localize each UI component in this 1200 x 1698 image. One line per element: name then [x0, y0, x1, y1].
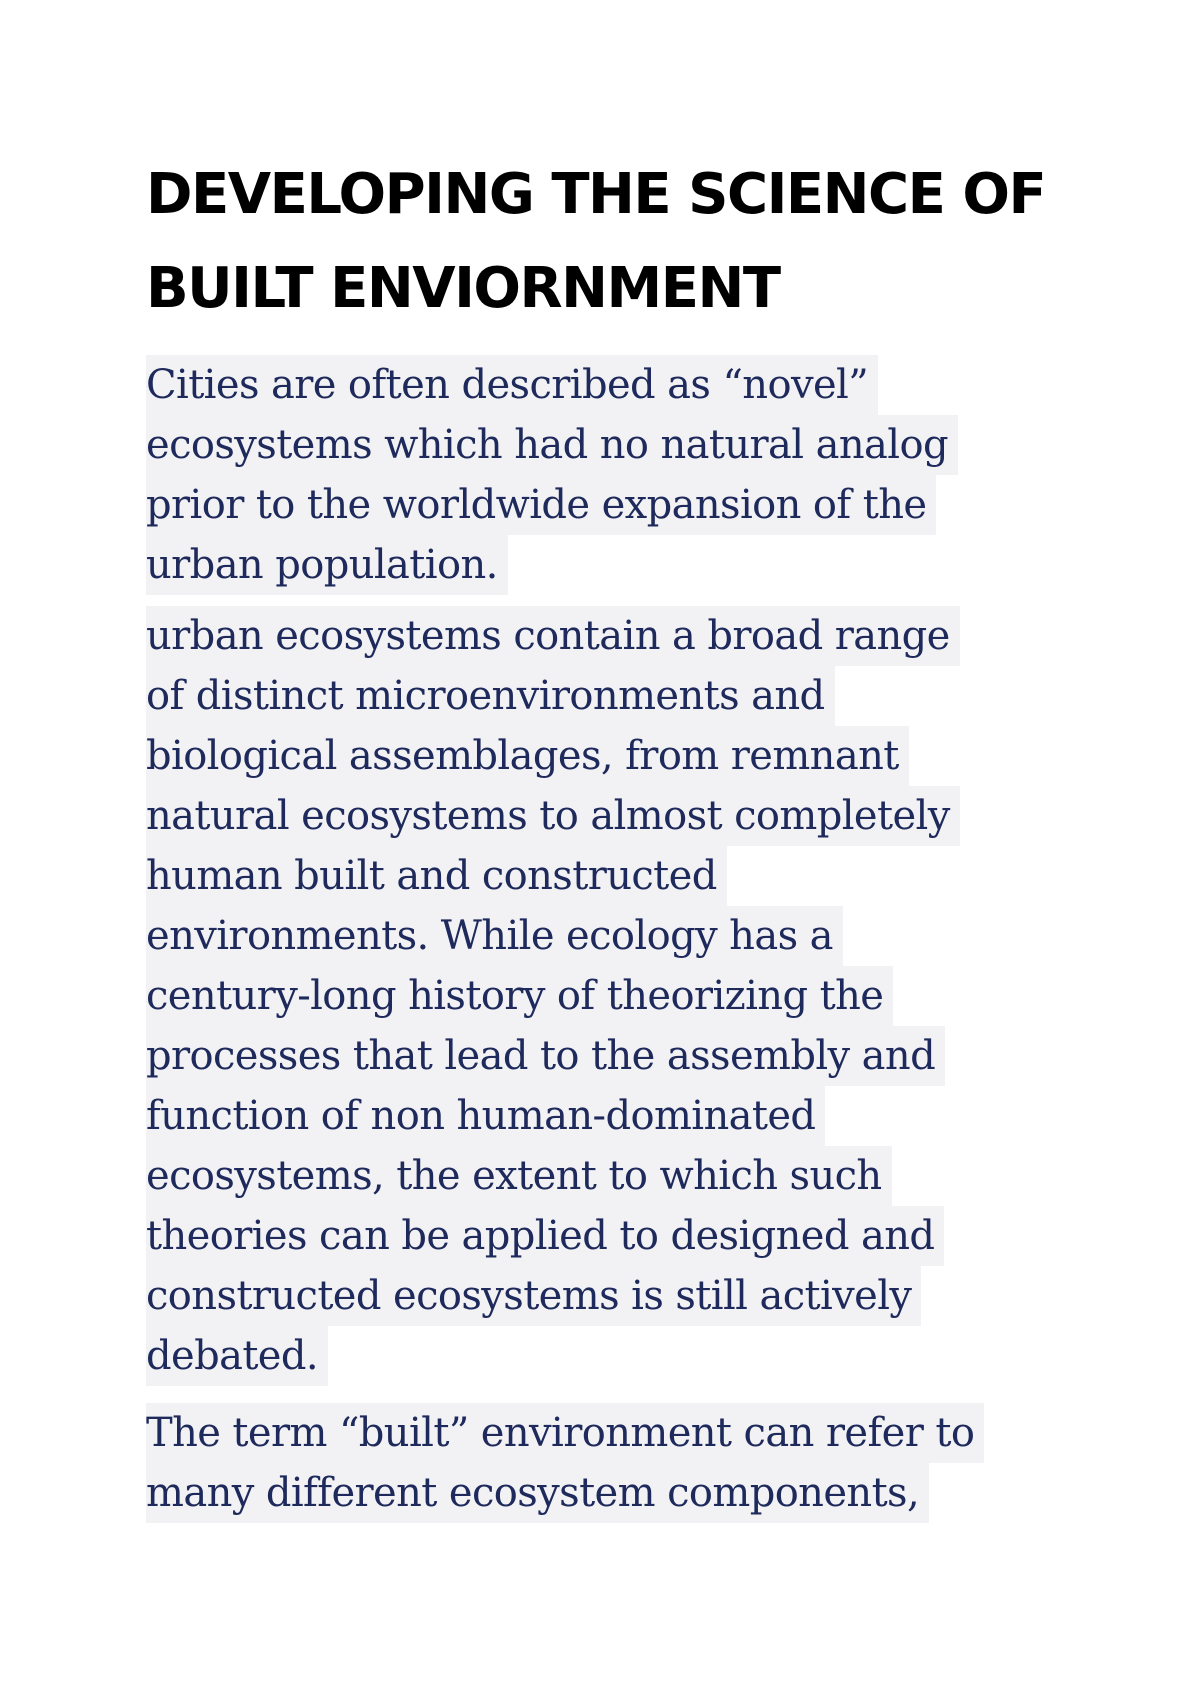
- text-line: environments. While ecology has a: [146, 906, 843, 966]
- text-line: function of non human-dominated: [146, 1086, 825, 1146]
- text-line: urban ecosystems contain a broad range: [146, 606, 960, 666]
- text-line: of distinct microenvironments and: [146, 666, 835, 726]
- text-line: natural ecosystems to almost completely: [146, 786, 960, 846]
- text-line: theories can be applied to designed and: [146, 1206, 944, 1266]
- text-line: ecosystems, the extent to which such: [146, 1146, 892, 1206]
- text-line: biological assemblages, from remnant: [146, 726, 909, 786]
- text-line: ecosystems which had no natural analog: [146, 415, 958, 475]
- text-line: many different ecosystem components,: [146, 1463, 929, 1523]
- page-title: [146, 148, 1045, 336]
- text-line: prior to the worldwide expansion of the: [146, 475, 936, 535]
- title-line: DEVELOPING THE SCIENCE OF: [146, 162, 1046, 227]
- paragraph-urban-ecosystems: [146, 606, 960, 1386]
- text-line: processes that lead to the assembly and: [146, 1026, 945, 1086]
- text-line: urban population.: [146, 535, 508, 595]
- paragraph-intro: [146, 355, 958, 595]
- text-line: century-long history of theorizing the: [146, 966, 893, 1026]
- text-line: Cities are often described as “novel”: [146, 355, 878, 415]
- text-line: human built and constructed: [146, 846, 727, 906]
- text-line: The term “built” environment can refer to: [146, 1403, 984, 1463]
- text-line: constructed ecosystems is still actively: [146, 1266, 921, 1326]
- title-line: BUILT ENVIORNMENT: [146, 256, 780, 321]
- text-line: debated.: [146, 1326, 328, 1386]
- paragraph-built-term: [146, 1403, 984, 1523]
